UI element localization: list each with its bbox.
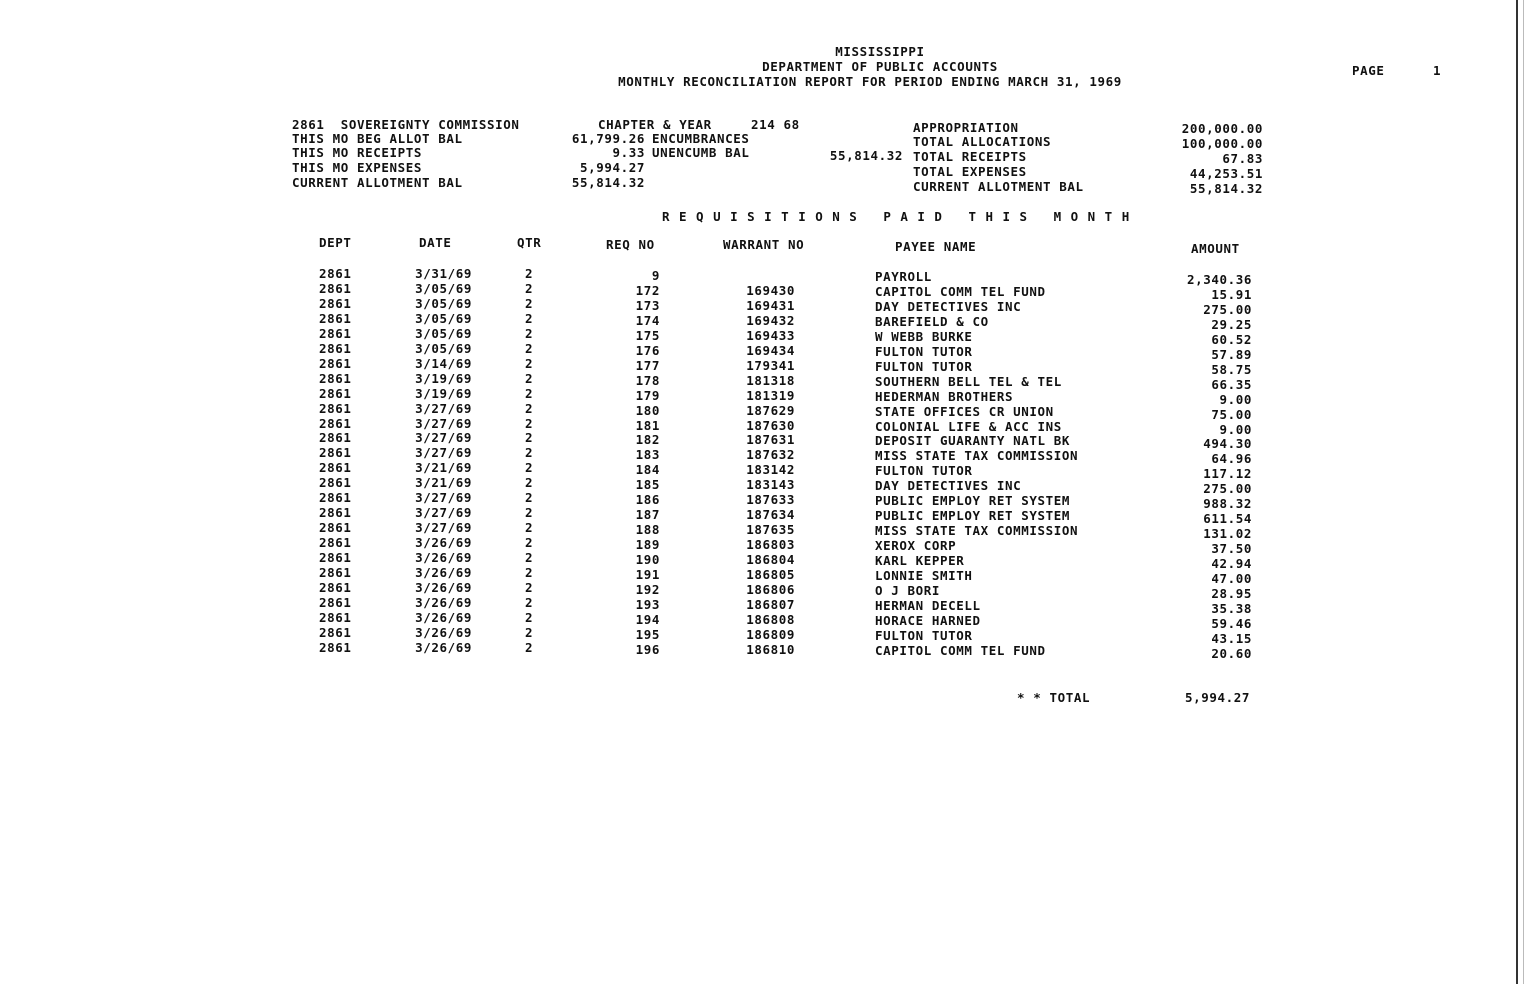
cell-amount: 37.50 xyxy=(1211,541,1252,557)
table-row xyxy=(0,609,1530,631)
cell-qtr: 2 xyxy=(525,609,534,625)
table-row xyxy=(0,624,1530,646)
cell-amount: 59.46 xyxy=(1211,615,1252,631)
cell-date: 3/27/69 xyxy=(415,430,472,446)
summary-right-label: TOTAL RECEIPTS xyxy=(913,149,1027,164)
cell-payee-name: DAY DETECTIVES INC xyxy=(875,478,1022,494)
cell-warrant-no: 169432 xyxy=(746,312,795,328)
cell-amount: 35.38 xyxy=(1211,600,1252,616)
cell-dept: 2861 xyxy=(319,430,352,446)
cell-date: 3/26/69 xyxy=(415,550,472,566)
cell-date: 3/05/69 xyxy=(415,325,472,341)
cell-qtr: 2 xyxy=(525,490,534,506)
cell-warrant-no: 169434 xyxy=(746,342,795,358)
table-row xyxy=(0,415,1530,437)
cell-req-no: 179 xyxy=(635,387,660,403)
cell-amount: 275.00 xyxy=(1203,481,1252,497)
cell-qtr: 2 xyxy=(525,266,534,281)
table-row xyxy=(0,550,1530,572)
cell-dept: 2861 xyxy=(319,445,352,461)
cell-payee-name: PAYROLL xyxy=(875,269,932,284)
cell-dept: 2861 xyxy=(319,355,352,371)
cell-amount: 66.35 xyxy=(1211,376,1252,392)
cell-date: 3/26/69 xyxy=(415,579,472,595)
cell-req-no: 175 xyxy=(635,327,660,343)
cell-payee-name: XEROX CORP xyxy=(875,538,957,554)
table-row xyxy=(0,565,1530,586)
cell-qtr: 2 xyxy=(525,505,534,521)
summary-middle-label: UNENCUMB BAL xyxy=(652,145,750,160)
cell-amount: 494.30 xyxy=(1203,436,1252,452)
cell-qtr: 2 xyxy=(525,325,534,341)
cell-req-no: 184 xyxy=(635,462,660,478)
cell-payee-name: HEDERMAN BROTHERS xyxy=(875,388,1014,404)
summary-middle-label: ENCUMBRANCES xyxy=(652,131,750,146)
cell-dept: 2861 xyxy=(319,370,352,386)
cell-dept: 2861 xyxy=(319,609,352,625)
cell-warrant-no: 187633 xyxy=(746,492,795,508)
col-header-qtr: QTR xyxy=(517,235,542,250)
summary-right-value: 100,000.00 xyxy=(1181,136,1263,151)
cell-qtr: 2 xyxy=(525,430,534,446)
cell-qtr: 2 xyxy=(525,355,534,371)
cell-dept: 2861 xyxy=(319,295,352,311)
cell-req-no: 186 xyxy=(635,492,660,508)
cell-req-no: 192 xyxy=(635,581,660,597)
cell-qtr: 2 xyxy=(525,535,534,551)
cell-req-no: 180 xyxy=(635,402,660,418)
cell-date: 3/27/69 xyxy=(415,415,472,431)
cell-dept: 2861 xyxy=(319,400,352,416)
cell-amount: 2,340.36 xyxy=(1186,272,1252,287)
cell-req-no: 190 xyxy=(635,552,660,568)
table-row xyxy=(0,325,1530,347)
cell-warrant-no: 187631 xyxy=(746,432,795,448)
cell-payee-name: FULTON TUTOR xyxy=(875,463,973,479)
table-row xyxy=(0,535,1530,557)
cell-req-no: 174 xyxy=(635,312,660,328)
cell-payee-name: CAPITOL COMM TEL FUND xyxy=(875,642,1046,658)
summary-left-value: 55,814.32 xyxy=(571,175,645,190)
cell-qtr: 2 xyxy=(525,550,534,566)
cell-req-no: 189 xyxy=(635,537,660,553)
cell-payee-name: PUBLIC EMPLOY RET SYSTEM xyxy=(875,493,1071,509)
cell-amount: 64.96 xyxy=(1211,451,1252,467)
cell-req-no: 187 xyxy=(635,507,660,523)
cell-amount: 15.91 xyxy=(1211,286,1252,302)
cell-amount: 20.60 xyxy=(1211,645,1252,661)
summary-right-value: 55,814.32 xyxy=(1189,181,1263,196)
summary-right-value: 200,000.00 xyxy=(1181,121,1263,136)
cell-warrant-no: 186806 xyxy=(746,581,795,597)
table-row xyxy=(0,490,1530,512)
cell-amount: 29.25 xyxy=(1211,316,1252,332)
cell-dept: 2861 xyxy=(319,490,352,506)
table-row xyxy=(0,520,1530,542)
cell-date: 3/27/69 xyxy=(415,520,472,536)
col-header-req-no: REQ NO xyxy=(606,237,655,252)
cell-payee-name: HERMAN DECELL xyxy=(875,597,981,613)
cell-req-no: 9 xyxy=(651,268,660,283)
cell-warrant-no: 186803 xyxy=(746,537,795,553)
cell-req-no: 195 xyxy=(635,626,660,642)
cell-date: 3/26/69 xyxy=(415,565,472,580)
summary-left-label: CURRENT ALLOTMENT BAL xyxy=(292,175,463,190)
cell-warrant-no: 183143 xyxy=(746,477,795,493)
cell-payee-name: CAPITOL COMM TEL FUND xyxy=(875,283,1046,299)
cell-dept: 2861 xyxy=(319,520,352,536)
cell-payee-name: W WEBB BURKE xyxy=(875,328,973,344)
table-row xyxy=(0,579,1530,601)
cell-req-no: 191 xyxy=(635,567,660,582)
summary-right-value: 44,253.51 xyxy=(1189,166,1263,181)
cell-payee-name: PUBLIC EMPLOY RET SYSTEM xyxy=(875,508,1071,524)
cell-payee-name: FULTON TUTOR xyxy=(875,358,973,374)
total-label: * * TOTAL xyxy=(1017,690,1091,705)
cell-dept: 2861 xyxy=(319,505,352,521)
cell-qtr: 2 xyxy=(525,520,534,536)
chapter-value: 214 68 xyxy=(751,117,800,132)
cell-warrant-no: 187630 xyxy=(746,417,795,433)
col-header-dept: DEPT xyxy=(319,235,352,250)
cell-date: 3/19/69 xyxy=(415,370,472,386)
cell-qtr: 2 xyxy=(525,639,534,655)
cell-dept: 2861 xyxy=(319,565,352,580)
cell-payee-name: LONNIE SMITH xyxy=(875,568,973,583)
cell-amount: 9.00 xyxy=(1219,421,1252,437)
cell-dept: 2861 xyxy=(319,475,352,491)
cell-req-no: 185 xyxy=(635,477,660,493)
report-title: MONTHLY RECONCILIATION REPORT FOR PERIOD ENDING MARCH 31, 1969 xyxy=(618,74,1122,89)
cell-warrant-no: 186810 xyxy=(746,641,795,657)
cell-payee-name: DEPOSIT GUARANTY NATL BK xyxy=(875,433,1071,449)
cell-date: 3/21/69 xyxy=(415,460,472,476)
cell-qtr: 2 xyxy=(525,340,534,356)
cell-warrant-no: 187634 xyxy=(746,507,795,523)
cell-qtr: 2 xyxy=(525,280,534,296)
cell-dept: 2861 xyxy=(319,535,352,551)
table-row xyxy=(0,445,1530,467)
cell-date: 3/27/69 xyxy=(415,400,472,416)
cell-dept: 2861 xyxy=(319,415,352,431)
cell-warrant-no: 169433 xyxy=(746,327,795,343)
cell-req-no: 173 xyxy=(635,297,660,313)
table-row xyxy=(0,594,1530,616)
cell-dept: 2861 xyxy=(319,579,352,595)
summary-middle-value: 55,814.32 xyxy=(829,148,903,163)
cell-amount: 60.52 xyxy=(1211,331,1252,347)
cell-req-no: 172 xyxy=(635,282,660,298)
cell-warrant-no: 181319 xyxy=(746,387,795,403)
cell-amount: 43.15 xyxy=(1211,630,1252,646)
cell-dept: 2861 xyxy=(319,340,352,356)
cell-req-no: 181 xyxy=(635,417,660,433)
cell-qtr: 2 xyxy=(525,445,534,461)
summary-left-label: THIS MO BEG ALLOT BAL xyxy=(292,131,463,146)
cell-amount: 117.12 xyxy=(1203,466,1252,482)
cell-warrant-no: 179341 xyxy=(746,357,795,373)
summary-left-value: 5,994.27 xyxy=(579,160,645,175)
table-header xyxy=(0,235,1530,256)
cell-date: 3/26/69 xyxy=(415,609,472,625)
table-row xyxy=(0,460,1530,482)
cell-warrant-no: 187635 xyxy=(746,522,795,538)
section-title: REQUISITIONS PAID THIS MONTH xyxy=(662,209,1139,224)
cell-req-no: 177 xyxy=(635,357,660,373)
cell-qtr: 2 xyxy=(525,475,534,491)
cell-dept: 2861 xyxy=(319,624,352,640)
table-row xyxy=(0,385,1530,407)
table-row xyxy=(0,370,1530,392)
cell-warrant-no: 186807 xyxy=(746,596,795,612)
cell-warrant-no: 187632 xyxy=(746,447,795,463)
cell-dept: 2861 xyxy=(319,280,352,296)
cell-date: 3/05/69 xyxy=(415,310,472,326)
cell-req-no: 178 xyxy=(635,372,660,388)
cell-dept: 2861 xyxy=(319,266,352,281)
col-header-amount: AMOUNT xyxy=(1191,241,1240,256)
cell-date: 3/19/69 xyxy=(415,385,472,401)
cell-dept: 2861 xyxy=(319,460,352,476)
cell-qtr: 2 xyxy=(525,460,534,476)
cell-date: 3/05/69 xyxy=(415,280,472,296)
cell-req-no: 183 xyxy=(635,447,660,463)
table-row xyxy=(0,295,1530,317)
cell-warrant-no: 186804 xyxy=(746,552,795,568)
cell-warrant-no: 186809 xyxy=(746,626,795,642)
summary-right-value: 67.83 xyxy=(1222,151,1263,166)
cell-warrant-no: 187629 xyxy=(746,402,795,418)
cell-payee-name: DAY DETECTIVES INC xyxy=(875,298,1022,314)
cell-amount: 75.00 xyxy=(1211,406,1252,422)
cell-req-no: 193 xyxy=(635,596,660,612)
col-header-payee-name: PAYEE NAME xyxy=(895,239,977,254)
cell-date: 3/27/69 xyxy=(415,490,472,506)
cell-amount: 58.75 xyxy=(1211,361,1252,377)
cell-warrant-no: 183142 xyxy=(746,462,795,478)
table-row xyxy=(0,310,1530,332)
cell-date: 3/26/69 xyxy=(415,624,472,640)
table-row xyxy=(0,280,1530,302)
cell-date: 3/05/69 xyxy=(415,295,472,311)
agency-name: 2861 SOVEREIGNTY COMMISSION xyxy=(292,117,520,132)
summary-right-label: TOTAL EXPENSES xyxy=(913,164,1027,179)
cell-date: 3/27/69 xyxy=(415,445,472,461)
cell-amount: 611.54 xyxy=(1203,511,1252,527)
cell-warrant-no: 186808 xyxy=(746,611,795,627)
cell-payee-name: MISS STATE TAX COMMISSION xyxy=(875,523,1079,539)
table-row xyxy=(0,505,1530,527)
cell-date: 3/05/69 xyxy=(415,340,472,356)
cell-req-no: 194 xyxy=(635,611,660,627)
cell-payee-name: STATE OFFICES CR UNION xyxy=(875,403,1054,419)
page-label: PAGE xyxy=(1352,63,1385,78)
cell-dept: 2861 xyxy=(319,550,352,566)
cell-payee-name: SOUTHERN BELL TEL & TEL xyxy=(875,373,1062,389)
cell-warrant-no: 181318 xyxy=(746,372,795,388)
total-value: 5,994.27 xyxy=(1184,690,1250,705)
cell-amount: 28.95 xyxy=(1211,585,1252,601)
cell-payee-name: FULTON TUTOR xyxy=(875,343,973,359)
cell-date: 3/26/69 xyxy=(415,594,472,610)
report-department: DEPARTMENT OF PUBLIC ACCOUNTS xyxy=(762,59,998,74)
report-state: MISSISSIPPI xyxy=(835,44,925,59)
cell-date: 3/26/69 xyxy=(415,535,472,551)
cell-payee-name: BAREFIELD & CO xyxy=(875,313,989,329)
cell-amount: 988.32 xyxy=(1203,496,1252,512)
cell-qtr: 2 xyxy=(525,295,534,311)
cell-payee-name: COLONIAL LIFE & ACC INS xyxy=(875,418,1062,434)
cell-warrant-no: 186805 xyxy=(746,567,795,582)
cell-qtr: 2 xyxy=(525,370,534,386)
summary-left-value: 9.33 xyxy=(612,145,645,160)
cell-qtr: 2 xyxy=(525,400,534,416)
cell-amount: 131.02 xyxy=(1203,526,1252,542)
cell-req-no: 196 xyxy=(635,641,660,657)
chapter-label: CHAPTER & YEAR xyxy=(598,117,712,132)
summary-right-label: TOTAL ALLOCATIONS xyxy=(913,134,1052,149)
page-number: 1 xyxy=(1433,63,1442,78)
cell-payee-name: O J BORI xyxy=(875,582,941,598)
table-row xyxy=(0,266,1530,287)
cell-qtr: 2 xyxy=(525,579,534,595)
cell-payee-name: FULTON TUTOR xyxy=(875,627,973,643)
cell-dept: 2861 xyxy=(319,325,352,341)
summary-right-label: CURRENT ALLOTMENT BAL xyxy=(913,179,1084,194)
cell-qtr: 2 xyxy=(525,415,534,431)
cell-dept: 2861 xyxy=(319,594,352,610)
summary-left-value: 61,799.26 xyxy=(571,131,645,146)
cell-payee-name: MISS STATE TAX COMMISSION xyxy=(875,448,1079,464)
cell-date: 3/27/69 xyxy=(415,505,472,521)
cell-payee-name: KARL KEPPER xyxy=(875,553,965,569)
cell-amount: 42.94 xyxy=(1211,556,1252,572)
table-row xyxy=(0,340,1530,362)
cell-dept: 2861 xyxy=(319,310,352,326)
cell-qtr: 2 xyxy=(525,310,534,326)
cell-amount: 47.00 xyxy=(1211,571,1252,586)
cell-amount: 275.00 xyxy=(1203,301,1252,317)
cell-amount: 9.00 xyxy=(1219,391,1252,407)
summary-right-label: APPROPRIATION xyxy=(913,120,1019,135)
cell-dept: 2861 xyxy=(319,385,352,401)
cell-payee-name: HORACE HARNED xyxy=(875,612,981,628)
table-row xyxy=(0,355,1530,377)
cell-dept: 2861 xyxy=(319,639,352,655)
table-row xyxy=(0,639,1530,661)
cell-date: 3/14/69 xyxy=(415,355,472,371)
cell-qtr: 2 xyxy=(525,565,534,580)
cell-req-no: 182 xyxy=(635,432,660,448)
cell-warrant-no: 169430 xyxy=(746,282,795,298)
cell-qtr: 2 xyxy=(525,385,534,401)
summary-left-label: THIS MO RECEIPTS xyxy=(292,145,423,160)
cell-warrant-no: 169431 xyxy=(746,297,795,313)
cell-qtr: 2 xyxy=(525,624,534,640)
col-header-date: DATE xyxy=(419,235,452,250)
cell-date: 3/21/69 xyxy=(415,475,472,491)
cell-date: 3/26/69 xyxy=(415,639,472,655)
cell-req-no: 176 xyxy=(635,342,660,358)
summary-left-label: THIS MO EXPENSES xyxy=(292,160,423,175)
col-header-warrant-no: WARRANT NO xyxy=(723,237,805,252)
cell-qtr: 2 xyxy=(525,594,534,610)
cell-amount: 57.89 xyxy=(1211,346,1252,362)
table-row xyxy=(0,430,1530,452)
table-row xyxy=(0,400,1530,422)
table-row xyxy=(0,475,1530,497)
cell-date: 3/31/69 xyxy=(415,266,472,281)
cell-req-no: 188 xyxy=(635,522,660,538)
